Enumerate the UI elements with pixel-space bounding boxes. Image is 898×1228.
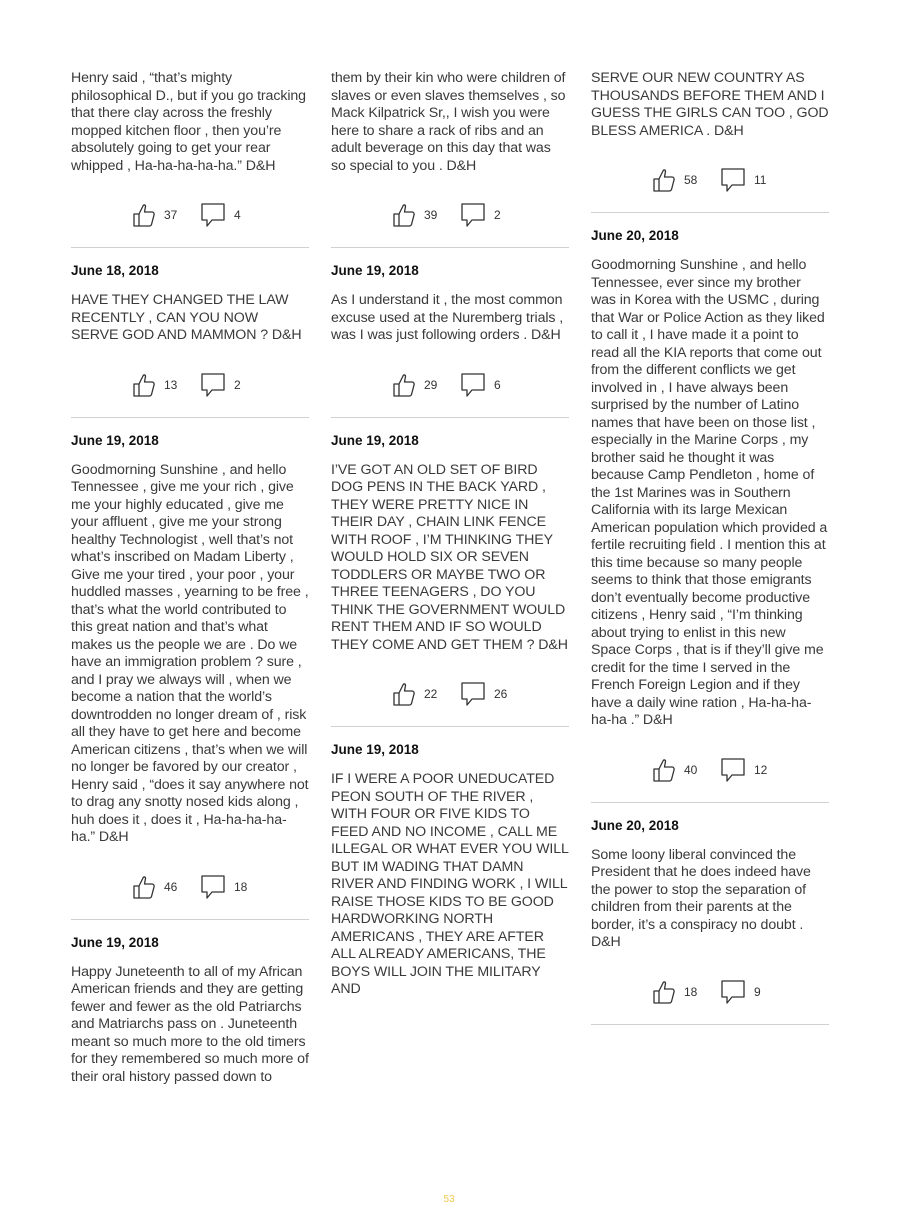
post-reactions (71, 371, 309, 399)
divider (591, 802, 829, 803)
divider (331, 247, 569, 248)
divider (331, 417, 569, 418)
divider (591, 1024, 829, 1025)
comment-action[interactable] (200, 874, 248, 900)
post-entry (71, 431, 309, 920)
comment-action[interactable] (200, 372, 248, 398)
post-reactions (331, 201, 569, 229)
comment-bubble-icon[interactable] (200, 372, 226, 398)
comment-action[interactable] (720, 757, 768, 783)
like-count: 58 (684, 173, 698, 187)
post-text: I’VE GOT AN OLD SET OF BIRD DOG PENS IN THE BACK YARD , THEY WERE PRETTY NICE IN THEIR DAY , CHAIN LINK FENCE WITH ROOF , I’M THINKING THEY WOULD HOLD SIX OR SEVEN TODDLERS OR MAYBE TWO OR THREE TEENAGERS , DO YOU THINK THE GOVERNMENT WOULD RENT THEM AND IF SO WOULD THEY COME AND GET THEM ? D&H (331, 461, 568, 653)
like-count: 13 (164, 377, 178, 392)
like-count: 29 (424, 377, 438, 392)
post-reactions (591, 978, 829, 1006)
post-text: SERVE OUR NEW COUNTRY AS THOUSANDS BEFORE THEM AND I GUESS THE GIRLS CAN TOO , GOD BLESS AMERICA . D&H (591, 70, 829, 139)
thumbs-up-icon[interactable] (392, 202, 416, 228)
comment-action[interactable] (720, 979, 768, 1005)
divider (331, 726, 569, 727)
comment-bubble-icon[interactable] (720, 167, 746, 193)
post-reactions (331, 371, 569, 399)
post-text: Some loony liberal convinced the President that he does indeed have the power to stop the separation of children from their parents at the border, it’s a conspiracy no doubt . D&H (591, 846, 811, 950)
post-entry (331, 740, 569, 999)
post-reactions (591, 756, 829, 784)
post-entry (591, 816, 829, 1025)
thumbs-up-icon[interactable] (132, 372, 156, 398)
column-3 (591, 70, 829, 1038)
comment-action[interactable] (460, 202, 508, 228)
comment-bubble-icon[interactable] (460, 681, 486, 707)
post-entry (331, 431, 569, 728)
like-count: 37 (164, 208, 178, 222)
comment-count: 2 (234, 377, 241, 392)
post-reactions (331, 680, 569, 708)
thumbs-up-icon[interactable] (132, 874, 156, 900)
post-date: June 19, 2018 (331, 432, 419, 448)
post-date: June 20, 2018 (591, 817, 679, 833)
thumbs-up-icon[interactable] (652, 979, 676, 1005)
comment-count: 9 (754, 984, 761, 999)
like-count: 40 (684, 762, 698, 777)
post-text: Happy Juneteenth to all of my African American friends and they are getting fewer and fewer as the old Patriarchs and Matriarchs pass on . Juneteenth meant so much more to the old timers for they remembered so much more of their oral history passed down to (71, 963, 309, 1085)
comment-count: 12 (754, 762, 768, 777)
post-entry (591, 70, 829, 213)
thumbs-up-icon[interactable] (392, 681, 416, 707)
like-action[interactable] (392, 202, 438, 228)
post-entry (591, 226, 829, 803)
comment-bubble-icon[interactable] (460, 202, 486, 228)
like-action[interactable] (652, 167, 698, 193)
post-text: Goodmorning Sunshine , and hello Tennessee, ever since my brother was in Korea with the USMC , during that War or Police Action as they liked to call it , I have made it a point to read all the KIA reports that come out from the different conflicts we get involved in , I have always been surprised by the number of Latino names that have been on those list , especially in the Marine Corps , my brother said he thought it was because Camp Pendleton , home of the 1st Marines was in Southern California with its large Mexican American population which provided a fertile recruiting field . I mention this at this time because so many people seems to think that those emigrants don’t eventually become productive citizens , Henry said , “I’m thinking about trying to enlist in this new Space Corps , that is if they’ll give me credit for the time I served in the French Foreign Legion and if they have a daily wine ration , Ha-ha-ha-ha-ha .” D&H (591, 257, 828, 728)
post-reactions (71, 201, 309, 229)
post-date: June 19, 2018 (71, 934, 159, 950)
comment-action[interactable] (720, 167, 768, 193)
post-text: As I understand it , the most common excuse used at the Nuremberg trials , was I was just following orders . D&H (331, 292, 564, 343)
like-action[interactable] (132, 372, 178, 398)
comment-count: 26 (494, 687, 508, 701)
comment-bubble-icon[interactable] (200, 874, 226, 900)
like-action[interactable] (652, 757, 698, 783)
thumbs-up-icon[interactable] (652, 167, 676, 193)
comment-bubble-icon[interactable] (720, 757, 746, 783)
like-action[interactable] (132, 202, 178, 228)
like-count: 46 (164, 879, 178, 894)
comment-action[interactable] (200, 202, 248, 228)
comment-count: 2 (494, 208, 501, 222)
like-count: 22 (424, 687, 438, 701)
post-date: June 20, 2018 (591, 228, 679, 243)
thumbs-up-icon[interactable] (132, 202, 156, 228)
like-action[interactable] (392, 681, 438, 707)
like-action[interactable] (392, 372, 438, 398)
post-text: them by their kin who were children of slaves or even slaves themselves , so Mack Kilpatrick Sr,, I wish you were here to share a rack of ribs and an adult beverage on this day that was so special to you . D&H (331, 70, 566, 174)
comment-count: 18 (234, 879, 248, 894)
post-entry (71, 261, 309, 418)
page-number: 53 (443, 1194, 455, 1205)
comment-bubble-icon[interactable] (720, 979, 746, 1005)
post-text: Goodmorning Sunshine , and hello Tennessee , give me your rich , give me your highly educated , give me your affluent , give me your strong healthy Technologist , well that’s not what’s inscribed on Madam Liberty , Give me your tired , your poor , your huddled masses , yearning to be free , that’s what the world contributed to this great nation and that’s what makes us the people we are . Do we have an immigration problem ? sure , and I pray we always will , when we become a nation that the world’s downtrodden no longer dream of , risk all they have to get here and become American citizens , that’s when we will no longer be favored by our creator , Henry said , “does it say anywhere not to drag any snotty nosed kids along , huh does it , does it , Ha-ha-ha-ha-ha.” D&H (71, 461, 309, 845)
post-text: HAVE THEY CHANGED THE LAW RECENTLY , CAN YOU NOW SERVE GOD AND MAMMON ? D&H (71, 292, 302, 343)
post-date: June 19, 2018 (331, 263, 419, 278)
comment-count: 4 (234, 208, 241, 222)
comment-action[interactable] (460, 681, 508, 707)
thumbs-up-icon[interactable] (652, 757, 676, 783)
comment-bubble-icon[interactable] (460, 372, 486, 398)
column-1 (71, 70, 309, 1086)
post-date: June 19, 2018 (331, 742, 419, 757)
comment-count: 6 (494, 377, 501, 392)
post-date: June 19, 2018 (71, 432, 159, 448)
thumbs-up-icon[interactable] (392, 372, 416, 398)
like-action[interactable] (652, 979, 698, 1005)
divider (71, 247, 309, 248)
post-reactions (71, 873, 309, 901)
comment-count: 11 (754, 173, 767, 187)
divider (591, 212, 829, 213)
divider (71, 919, 309, 920)
post-text: IF I WERE A POOR UNEDUCATED PEON SOUTH OF THE RIVER , WITH FOUR OR FIVE KIDS TO FEED AND NO INCOME , CALL ME ILLEGAL OR WHAT EVER YOU WILL BUT IM WADING THAT DAMN RIVER AND FINDING WORK , I WILL RAISE THOSE KIDS TO BE GOOD HARDWORKING NORTH AMERICANS , THEY ARE AFTER ALL ALREADY AMERICANS, THE BOYS WILL JOIN THE MILITARY AND (331, 771, 569, 997)
comment-action[interactable] (460, 372, 508, 398)
post-entry (71, 70, 309, 248)
comment-bubble-icon[interactable] (200, 202, 226, 228)
column-2 (331, 70, 569, 999)
like-count: 18 (684, 984, 698, 999)
like-action[interactable] (132, 874, 178, 900)
post-entry (71, 933, 309, 1087)
post-text: Henry said , “that’s mighty philosophical D., but if you go tracking that there clay across the freshly mopped kitchen floor , then you’re absolutely going to get your rear whipped , Ha-ha-ha-ha-ha.” D&H (71, 70, 306, 174)
like-count: 39 (424, 208, 438, 222)
post-entry (331, 70, 569, 248)
post-entry (331, 261, 569, 418)
post-date: June 18, 2018 (71, 263, 159, 278)
post-reactions (591, 166, 829, 194)
divider (71, 417, 309, 418)
